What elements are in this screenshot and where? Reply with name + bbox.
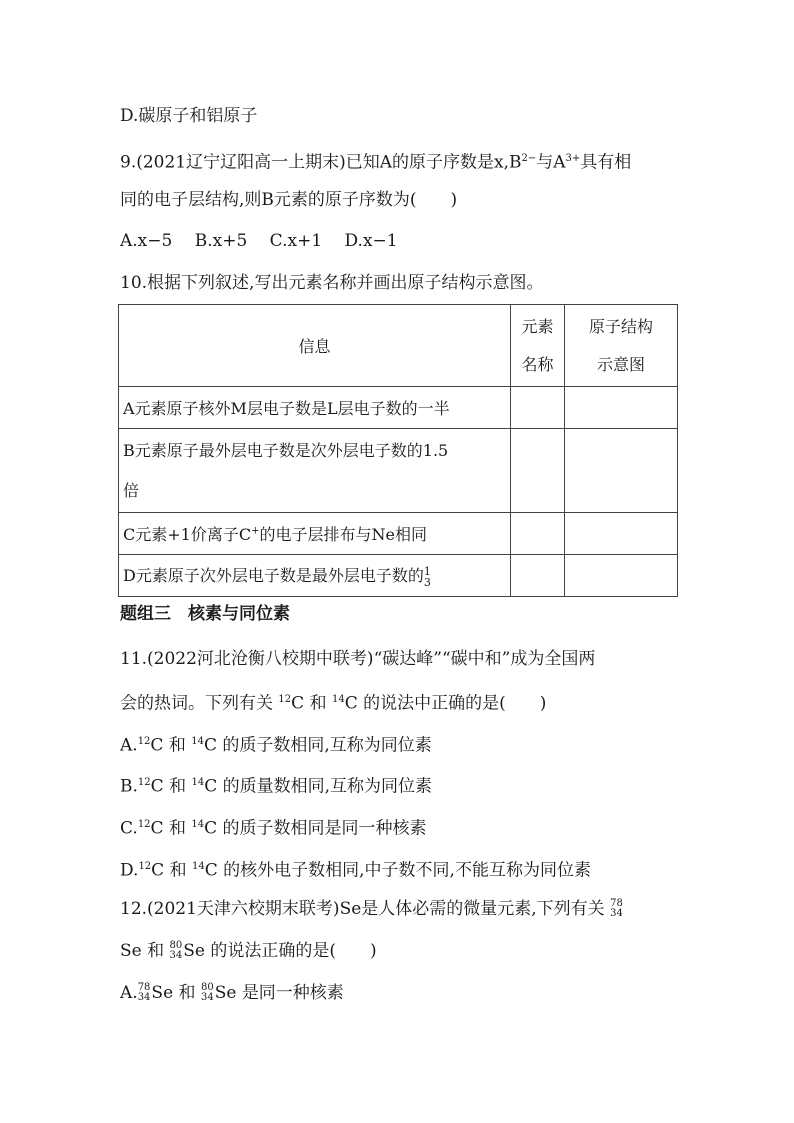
q12-text: 12.(2021天津六校期末联考)Se是人体必需的微量元素,下列有关: [120, 899, 605, 919]
row-text: B元素原子最外层电子数是次外层电子数的1.5: [123, 440, 449, 460]
row-text: D元素原子次外层电子数是最外层电子数的: [123, 566, 424, 586]
option-text: 的质子数相同是同一种核素: [222, 818, 427, 839]
and-text: 和: [309, 693, 327, 714]
numerator: 1: [423, 564, 431, 578]
carbon-symbol: C: [344, 693, 358, 714]
answer-cell: [511, 387, 565, 429]
nuclide-label: [138, 983, 151, 1003]
mass-number: 14: [191, 736, 204, 747]
and-text: 和: [169, 860, 187, 881]
row-text: C元素+1价离子C: [123, 525, 252, 544]
nuclide-label: [170, 941, 183, 961]
element-symbol: Se: [214, 983, 237, 1003]
element-symbol: Se: [183, 941, 205, 961]
mass-number: 14: [191, 777, 205, 788]
denominator: 3: [423, 575, 431, 589]
option-label: A.: [120, 735, 138, 756]
and-text: 和: [168, 818, 186, 839]
fraction-one-third: [424, 566, 431, 588]
mass-number: 14: [192, 861, 205, 872]
group3-heading: 题组三 核素与同位素: [120, 604, 290, 624]
and-text: 和: [178, 983, 196, 1003]
answer-cell: [565, 429, 678, 513]
atomic-number: 34: [610, 907, 623, 919]
mass-number: 12: [137, 777, 151, 788]
q11-stem-line1: 11.(2022河北沧衡八校期中联考)“碳达峰”“碳中和”成为全国两: [120, 649, 596, 669]
table-row: [119, 555, 678, 597]
mass-number: 14: [191, 819, 205, 830]
option-text: 的质量数相同,互称为同位素: [222, 776, 433, 797]
option-text: 是同一种核素: [241, 983, 344, 1003]
atomic-number: 34: [200, 991, 214, 1003]
carbon-symbol: C: [150, 735, 164, 756]
q12-stem-line2: [120, 939, 377, 963]
table-header-row: [119, 305, 678, 387]
b-ion-charge: 2−: [521, 153, 537, 164]
q11-option-b: [120, 771, 432, 799]
mass-number: 14: [331, 694, 345, 705]
q11-stem-line2: [120, 688, 546, 716]
mass-number: 12: [137, 819, 151, 830]
answer-cell: [565, 513, 678, 555]
carbon-symbol: C: [150, 776, 164, 797]
row-c-info: [119, 513, 511, 555]
answer-cell: [565, 387, 678, 429]
mass-number: 12: [278, 694, 292, 705]
header-text: 原子结构: [588, 316, 653, 336]
header-text: 元素: [521, 316, 554, 336]
q9-stem-line1: [120, 147, 631, 175]
and-text: 和: [168, 735, 186, 756]
nuclide-label: [610, 899, 623, 919]
and-text: 和: [147, 941, 165, 961]
option-label: B.: [120, 776, 138, 797]
q9-text-c: 具有相: [580, 152, 632, 173]
mass-number: 80: [169, 939, 183, 951]
q11-option-c: [120, 813, 427, 841]
q11-text: 的说法中正确的是( ): [363, 693, 547, 714]
q9-options: A.x−5 B.x+5 C.x+1 D.x−1: [120, 231, 398, 251]
mass-number: 12: [138, 861, 152, 872]
q9-stem-line2: 同的电子层结构,则B元素的原子序数为( ): [120, 190, 458, 210]
element-info-table: [118, 304, 678, 597]
row-a-info: A元素原子核外M层电子数是L层电子数的一半: [119, 387, 511, 429]
q11-option-a: [120, 730, 432, 758]
q12-text: 的说法正确的是( ): [210, 941, 377, 961]
carbon-symbol: C: [203, 735, 217, 756]
ion-charge: +: [251, 525, 260, 537]
row-d-info: [119, 555, 511, 597]
header-text: 名称: [521, 354, 554, 374]
answer-cell: [511, 429, 565, 513]
table-row: [119, 429, 678, 513]
mass-number: 78: [137, 981, 151, 993]
carbon-symbol: C: [151, 860, 165, 881]
header-element-name: [511, 305, 565, 387]
q10-stem: 10.根据下列叙述,写出元素名称并画出原子结构示意图。: [120, 273, 544, 293]
q9-text-b: 与A: [536, 152, 566, 173]
q12-stem-line1: [120, 897, 624, 921]
option-label: A.: [120, 983, 138, 1003]
element-symbol: Se: [120, 941, 142, 961]
mass-number: 80: [200, 981, 214, 993]
carbon-symbol: C: [204, 860, 218, 881]
row-b-info: [119, 429, 511, 513]
row-text: 倍: [123, 480, 140, 500]
q11-text: 会的热词。下列有关: [120, 693, 273, 714]
q11-option-d: [120, 855, 591, 883]
mass-number: 12: [137, 736, 151, 747]
table-row: [119, 513, 678, 555]
carbon-symbol: C: [204, 776, 218, 797]
mass-number: 78: [610, 897, 623, 909]
q9-text-a: 9.(2021辽宁辽阳高一上期末)已知A的原子序数是x,B: [120, 152, 522, 173]
header-structure-diagram: [565, 305, 678, 387]
option-label: D.: [120, 860, 139, 881]
option-text: 的质子数相同,互称为同位素: [222, 735, 432, 756]
header-info: 信息: [119, 305, 511, 387]
and-text: 和: [169, 776, 187, 797]
table-row: [119, 387, 678, 429]
option-label: C.: [120, 818, 138, 839]
carbon-symbol: C: [291, 693, 305, 714]
carbon-symbol: C: [150, 818, 164, 839]
q12-option-a: [120, 981, 344, 1005]
carbon-symbol: C: [204, 818, 218, 839]
a-ion-charge: 3+: [565, 153, 581, 164]
nuclide-label: [201, 983, 214, 1003]
answer-cell: [565, 555, 678, 597]
atomic-number: 34: [137, 991, 151, 1003]
q8-option-d: D.碳原子和铝原子: [120, 106, 258, 126]
row-text: 的电子层排布与Ne相同: [259, 525, 427, 544]
answer-cell: [511, 513, 565, 555]
header-text: 示意图: [596, 354, 645, 374]
atomic-number: 34: [169, 949, 183, 961]
answer-cell: [511, 555, 565, 597]
element-symbol: Se: [151, 983, 174, 1003]
option-text: 的核外电子数相同,中子数不同,不能互称为同位素: [223, 860, 591, 881]
